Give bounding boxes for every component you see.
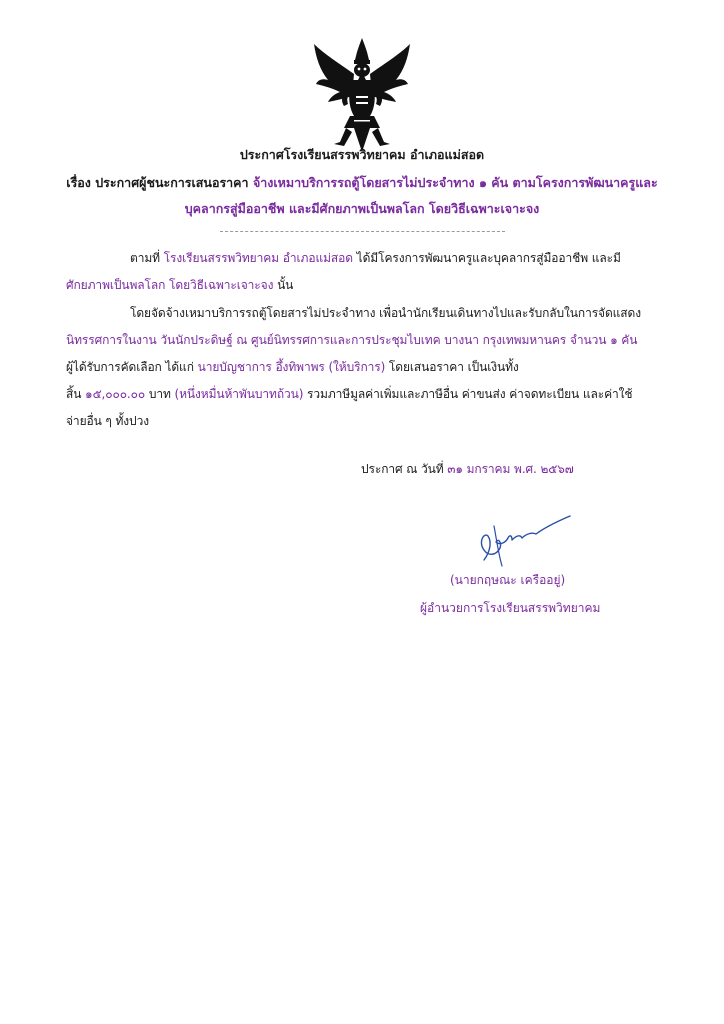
p2-total-word: สิ้น <box>66 387 82 401</box>
p2-amount: ๑๕,๐๐๐.๐๐ <box>85 387 146 401</box>
paragraph-2-line-2 <box>66 331 637 350</box>
p2-event: นิทรรศการในงาน วันนักประดิษฐ์ ณ ศูนย์นิทรรศการและการประชุมไบเทค บางนา กรุงเทพมหานคร จำนวน ๑ คัน <box>66 333 638 347</box>
p1-intro: ตามที่ <box>130 251 160 265</box>
signatory-position-text: ผู้อำนวยการโรงเรียนสรรพวิทยาคม <box>420 601 601 615</box>
paragraph-2-line-5 <box>66 412 149 431</box>
p2-includes: รวมภาษีมูลค่าเพิ่มและภาษีอื่น ค่าขนส่ง ค่าจดทะเบียน และค่าใช้ <box>307 387 633 401</box>
date-value: ๓๑ มกราคม พ.ศ. ๒๕๖๗ <box>447 462 574 476</box>
p2-currency: บาท <box>148 387 171 401</box>
p1-project: ได้มีโครงการพัฒนาครูและบุคลากรสู่มืออาชีพ และมี <box>356 251 621 265</box>
announcement-title-text: ประกาศโรงเรียนสรรพวิทยาคม อำเภอแม่สอด <box>239 147 485 162</box>
announcement-date <box>361 460 574 479</box>
subject-line-2 <box>40 199 684 219</box>
paragraph-2-line-3 <box>66 358 519 377</box>
p2-amount-words: (หนึ่งหมื่นห้าพันบาทถ้วน) <box>174 387 304 401</box>
p2-selected-label: ผู้ได้รับการคัดเลือก ได้แก่ <box>66 360 194 374</box>
p1-project-cont: ศักยภาพเป็นพลโลก โดยวิธีเฉพาะเจาะจง <box>66 278 274 292</box>
announcement-title <box>40 145 684 165</box>
signatory-name-text: (นายกฤษณะ เครืออยู่) <box>450 573 566 587</box>
paragraph-2-line-4 <box>66 385 632 404</box>
p2-price-label: โดยเสนอราคา เป็นเงินทั้ง <box>388 360 519 374</box>
subject-label: เรื่อง ประกาศผู้ชนะการเสนอราคา <box>66 175 249 190</box>
paragraph-1-line-1 <box>130 249 621 268</box>
signature-icon <box>476 512 574 572</box>
header-divider <box>220 231 505 232</box>
paragraph-2-line-1 <box>130 304 641 323</box>
paragraph-1-line-2 <box>66 276 293 295</box>
subject-text-2: บุคลากรสู่มืออาชีพ และมีศักยภาพเป็นพลโลก โดยวิธีเฉพาะเจาะจง <box>184 201 540 216</box>
p1-school: โรงเรียนสรรพวิทยาคม อำเภอแม่สอด <box>163 251 353 265</box>
p2-other-costs: จ่ายอื่น ๆ ทั้งปวง <box>66 414 149 428</box>
subject-text-1: จ้างเหมาบริการรถตู้โดยสารไม่ประจำทาง ๑ คัน ตามโครงการพัฒนาครูและ <box>252 175 658 190</box>
p1-end: นั้น <box>277 278 294 292</box>
p2-vendor: นายบัญชาการ อึ้งทิพาพร (ให้บริการ) <box>197 360 386 374</box>
date-label: ประกาศ ณ วันที่ <box>361 462 444 476</box>
signatory-name <box>450 571 565 590</box>
garuda-emblem-icon <box>310 36 414 154</box>
subject-line-1 <box>40 173 684 193</box>
signatory-position <box>420 599 600 618</box>
p2-intro: โดยจัด <box>130 306 166 320</box>
p2-service: จ้างเหมาบริการรถตู้โดยสารไม่ประจำทาง เพื่อนำนักเรียนเดินทางไปและรับกลับในการจัดแสดง <box>165 306 641 320</box>
